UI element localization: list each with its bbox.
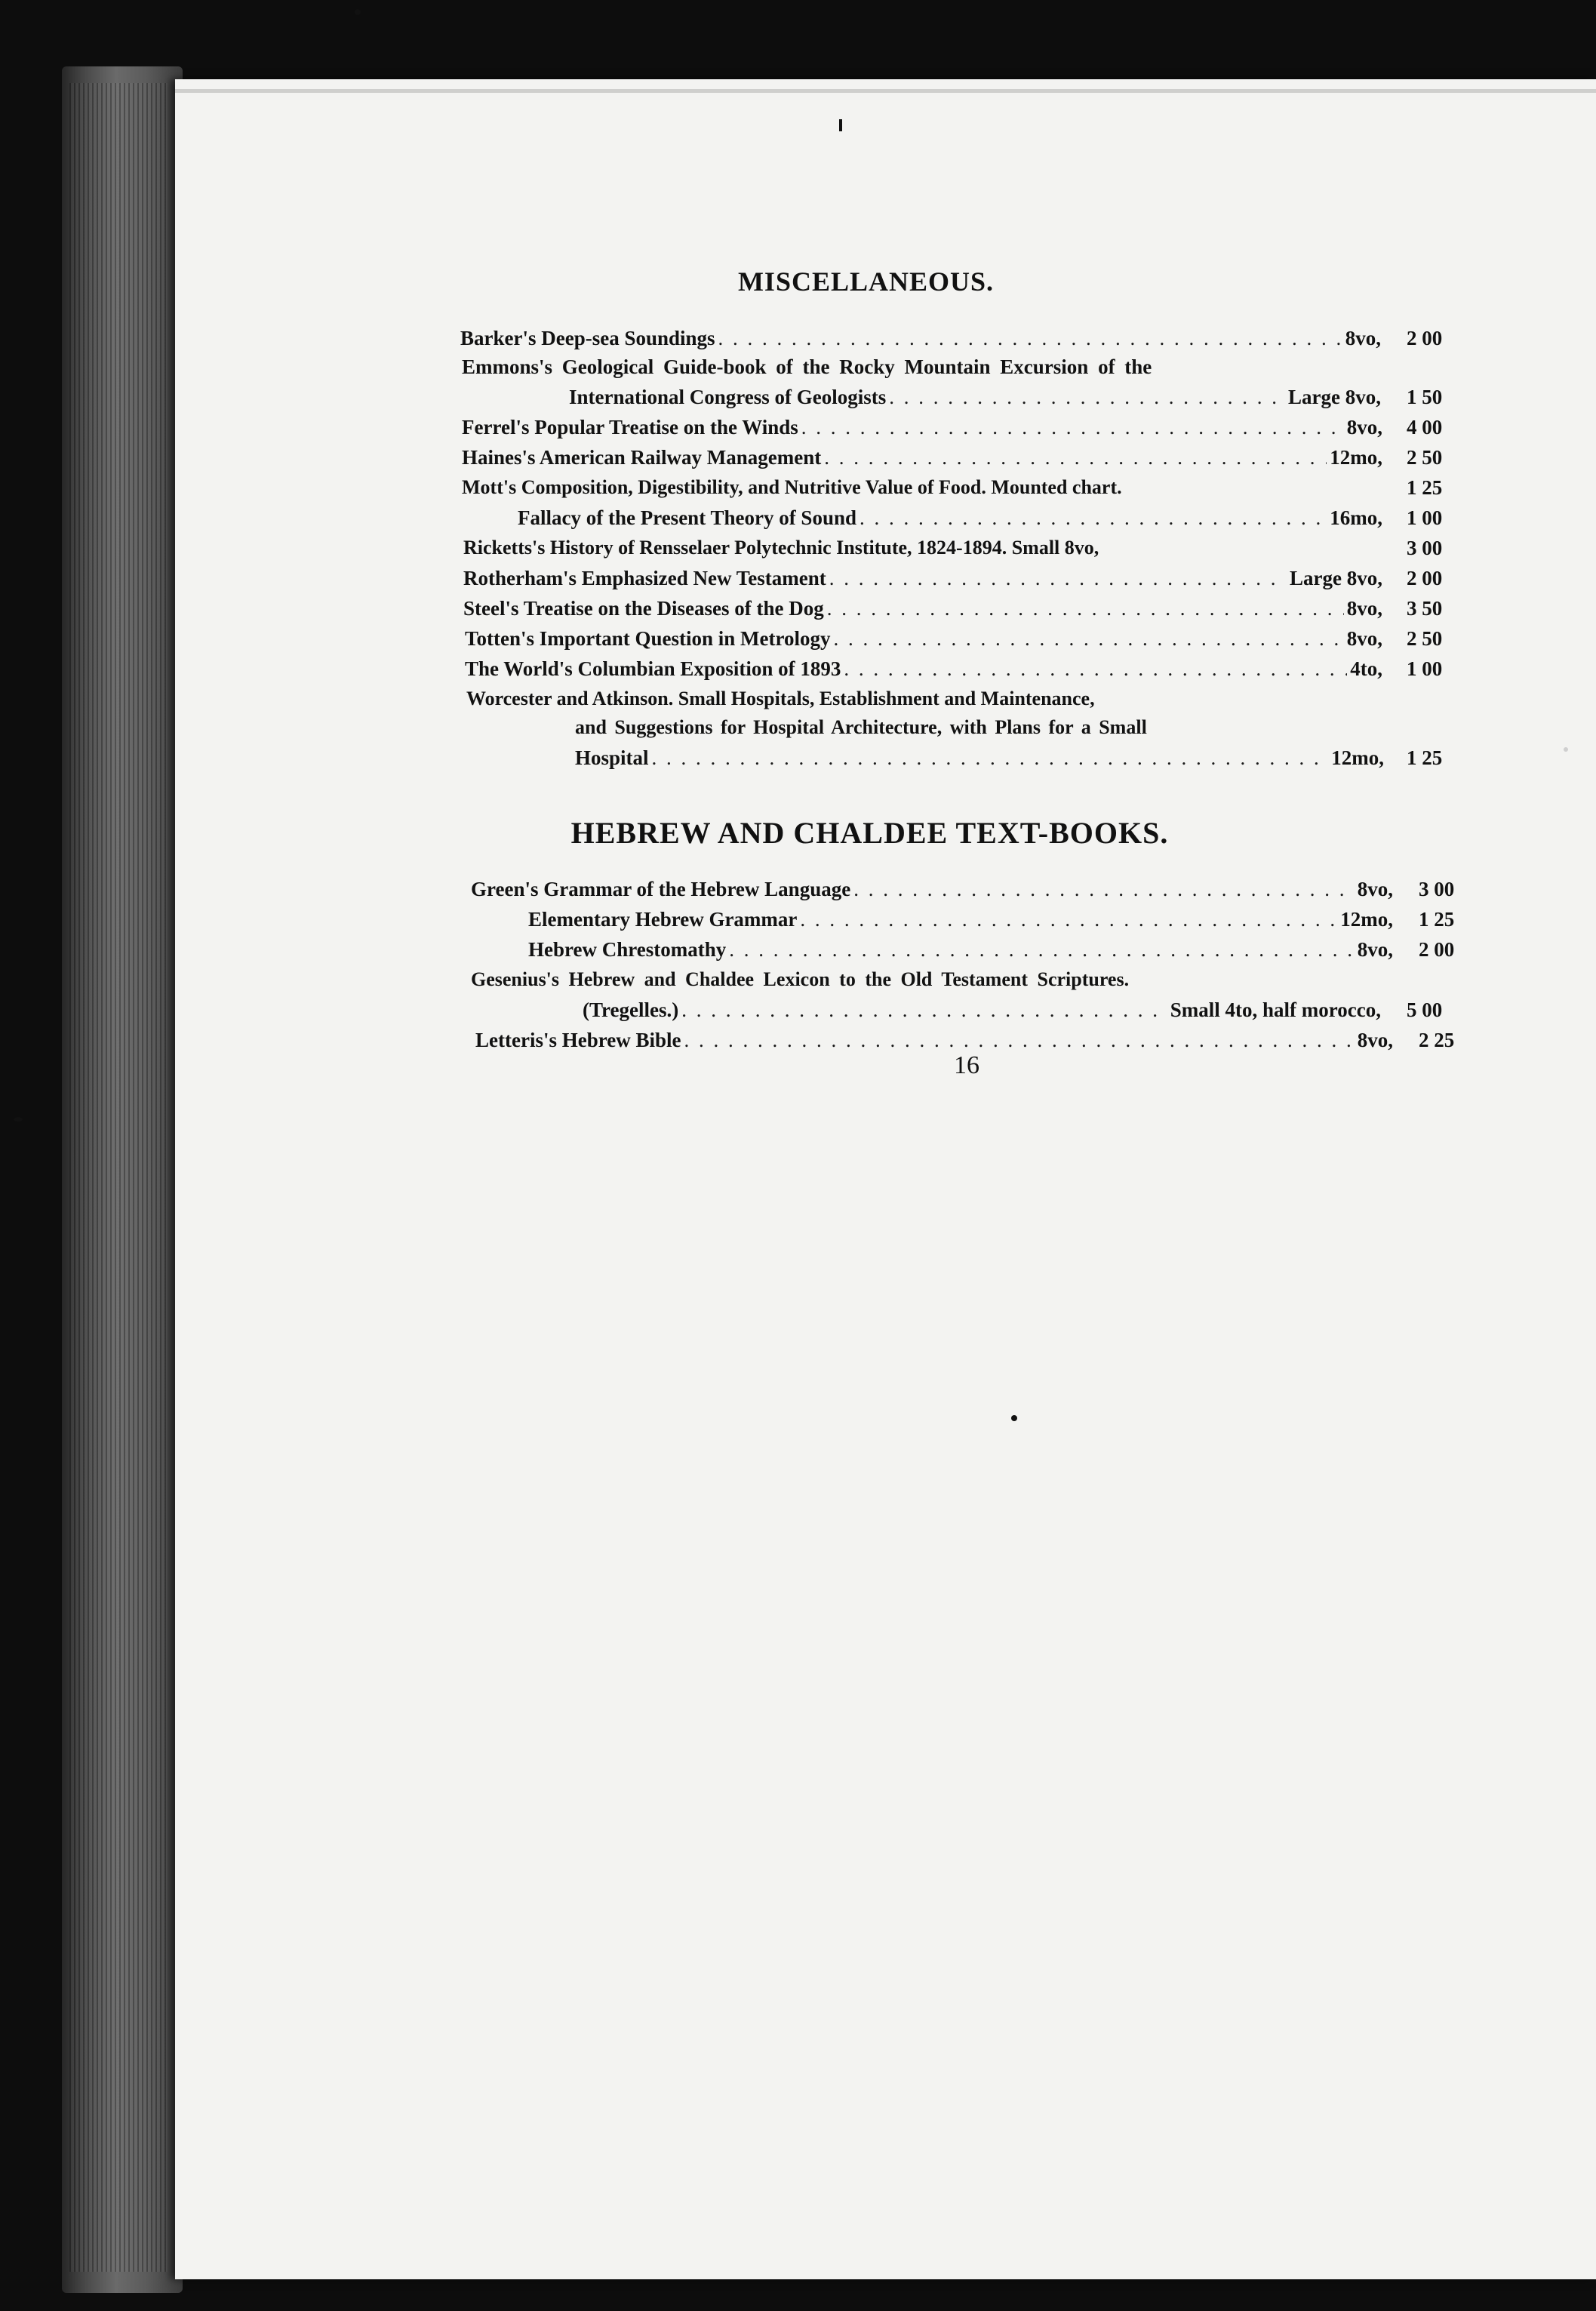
entry-price: 1 50	[1407, 386, 1443, 408]
entry-format: 8vo,	[1345, 327, 1381, 349]
entry-format: 8vo,	[1357, 938, 1393, 961]
entry-title: Green's Grammar of the Hebrew Language	[471, 878, 851, 900]
list-item	[528, 904, 1393, 934]
entry-title: Hospital	[575, 746, 649, 769]
entry-title: (Tregelles.)	[583, 999, 679, 1021]
entry-title: The World's Columbian Exposition of 1893	[465, 657, 841, 680]
entry-format: 12mo,	[1330, 446, 1382, 469]
entry-format: 4to,	[1350, 657, 1382, 680]
list-item	[471, 874, 1393, 904]
entry-format: Small 4to, half morocco,	[1170, 999, 1381, 1021]
entry-title: Rotherham's Emphasized New Testament	[463, 567, 826, 589]
section-heading-miscellaneous: MISCELLANEOUS.	[737, 266, 995, 297]
entry-price: 1 00	[1407, 657, 1443, 680]
entry-price: 2 25	[1419, 1029, 1455, 1051]
leader-dots	[800, 904, 1337, 934]
entry-title: Hebrew Chrestomathy	[528, 938, 727, 961]
entry-price: 2 50	[1407, 627, 1443, 650]
leader-dots	[853, 874, 1355, 904]
entry-price: 2 00	[1407, 567, 1443, 589]
list-item: and Suggestions for Hospital Architecture, with Plans for a Small	[575, 716, 1147, 738]
entry-title: Steel's Treatise on the Diseases of the Dog	[463, 597, 824, 620]
list-item: Gesenius's Hebrew and Chaldee Lexicon to the Old Testament Scriptures.	[471, 968, 1130, 990]
entry-format: Large 8vo,	[1288, 386, 1381, 408]
leader-dots	[684, 1025, 1354, 1055]
entry-title: Fallacy of the Present Theory of Sound	[518, 506, 856, 529]
list-item	[528, 934, 1393, 965]
list-item	[583, 995, 1381, 1025]
entry-price: 1 00	[1407, 506, 1443, 529]
entry-format: 12mo,	[1340, 908, 1393, 931]
entry-title: Ferrel's Popular Treatise on the Winds	[462, 416, 798, 439]
entry-price: 3 00	[1407, 537, 1443, 559]
entry-title: Totten's Important Question in Metrology	[465, 627, 831, 650]
entry-title: International Congress of Geologists	[569, 386, 887, 408]
leader-dots	[681, 995, 1167, 1025]
entry-price: 3 50	[1407, 597, 1443, 620]
entry-price: 1 25	[1419, 908, 1455, 931]
list-item: Emmons's Geological Guide-book of the Rocky Mountain Excursion of the	[462, 355, 1152, 378]
entry-title: Haines's American Railway Management	[462, 446, 822, 469]
entry-price: 3 00	[1419, 878, 1455, 900]
entry-format: 8vo,	[1346, 416, 1382, 439]
entry-price: 4 00	[1407, 416, 1443, 439]
leader-dots	[729, 934, 1355, 965]
page-number: 16	[954, 1051, 979, 1079]
list-item: Mott's Composition, Digestibility, and Nutritive Value of Food. Mounted chart.	[462, 476, 1122, 498]
section-heading-hebrew: HEBREW AND CHALDEE TEXT-BOOKS.	[570, 816, 1169, 850]
entry-format: 8vo,	[1357, 1029, 1393, 1051]
entry-price: 2 50	[1407, 446, 1443, 469]
entry-format: Large 8vo,	[1290, 567, 1382, 589]
entry-price: 1 25	[1407, 746, 1443, 769]
entry-title: Elementary Hebrew Grammar	[528, 908, 798, 931]
entry-price: 2 00	[1419, 938, 1455, 961]
entry-format: 16mo,	[1330, 506, 1382, 529]
entry-format: 12mo,	[1331, 746, 1384, 769]
list-item: Worcester and Atkinson. Small Hospitals, Establishment and Maintenance,	[466, 688, 1095, 709]
entry-format: 8vo,	[1357, 878, 1393, 900]
entry-price: 2 00	[1407, 327, 1443, 349]
entry-title: Barker's Deep-sea Soundings	[460, 327, 715, 349]
entry-price: 5 00	[1407, 999, 1443, 1021]
entry-format: 8vo,	[1346, 627, 1382, 650]
list-item	[475, 1025, 1393, 1055]
list-item: Ricketts's History of Rensselaer Polytechnic Institute, 1824-1894. Small 8vo,	[463, 537, 1099, 559]
entry-title: Letteris's Hebrew Bible	[475, 1029, 681, 1051]
entry-price: 1 25	[1407, 476, 1443, 499]
entry-format: 8vo,	[1346, 597, 1382, 620]
